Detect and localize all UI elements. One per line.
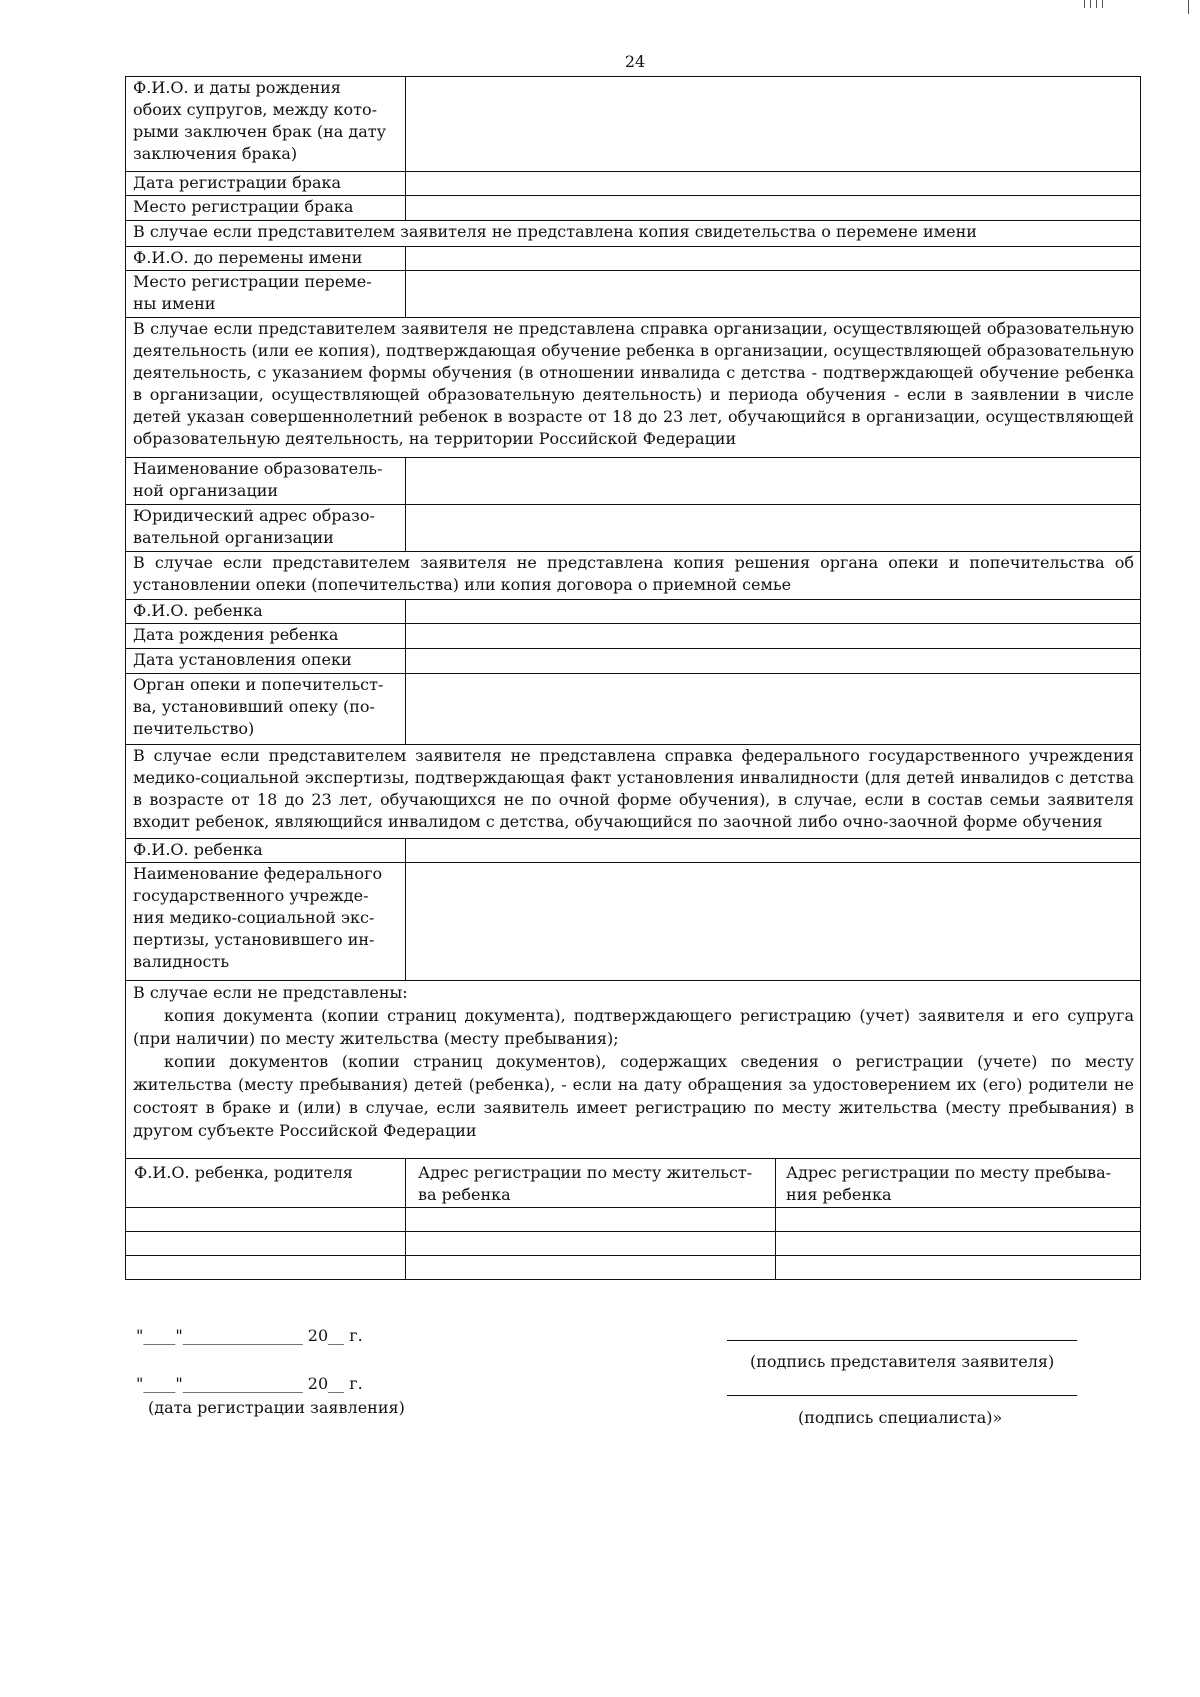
row-dis-child-name bbox=[126, 839, 1140, 863]
row-edu-org-name bbox=[126, 458, 1140, 505]
col-child-parent-name: Ф.И.О. ребенка, родителя bbox=[126, 1159, 406, 1207]
application-form-table bbox=[125, 76, 1141, 1280]
cell-residence[interactable] bbox=[406, 1256, 776, 1279]
row-name-change-place bbox=[126, 271, 1140, 318]
row-marriage-date bbox=[126, 172, 1140, 196]
edu-org-name-label: Наименование образователь- ной организации bbox=[126, 458, 406, 504]
marriage-date-label: Дата регистрации брака bbox=[126, 172, 406, 195]
table-row bbox=[126, 1208, 1140, 1232]
date-registration-caption: (дата регистрации заявления) bbox=[148, 1398, 405, 1417]
row-marriage-place bbox=[126, 196, 1140, 221]
registration-item-1: копия документа (копии страниц документа), подтверждающего регистрацию (учет) заявителя и его супруга (при наличии) по месту жительства (месту пребывания); bbox=[133, 1006, 1134, 1048]
specialist-signature-caption: (подпись специалиста)» bbox=[798, 1408, 1003, 1427]
edu-org-address-field[interactable] bbox=[406, 505, 1140, 551]
guard-body-field[interactable] bbox=[406, 674, 1140, 744]
edu-org-address-label: Юридический адрес образо- вательной организации bbox=[126, 505, 406, 551]
section-registration bbox=[126, 981, 1140, 1279]
col-residence-address: Адрес регистрации по месту жительст- ва ребенка bbox=[406, 1159, 776, 1207]
guard-child-birth-label: Дата рождения ребенка bbox=[126, 624, 406, 648]
guard-body-label: Орган опеки и попечительст- ва, установивший опеку (по- печительство) bbox=[126, 674, 406, 744]
cell-name[interactable] bbox=[126, 1232, 406, 1255]
specialist-signature-line[interactable] bbox=[727, 1395, 1077, 1396]
section-guardianship bbox=[126, 552, 1140, 600]
dis-child-name-label: Ф.И.О. ребенка bbox=[126, 839, 406, 862]
row-guard-date bbox=[126, 649, 1140, 674]
table-row bbox=[126, 1232, 1140, 1256]
row-prev-name bbox=[126, 247, 1140, 271]
name-change-place-field[interactable] bbox=[406, 271, 1140, 317]
cell-stay[interactable] bbox=[776, 1232, 1140, 1255]
marriage-place-label: Место регистрации брака bbox=[126, 196, 406, 220]
marriage-place-field[interactable] bbox=[406, 196, 1140, 220]
scan-mark bbox=[1090, 0, 1091, 8]
dis-child-name-field[interactable] bbox=[406, 839, 1140, 862]
scan-mark bbox=[1096, 0, 1097, 8]
prev-name-field[interactable] bbox=[406, 247, 1140, 270]
cell-name[interactable] bbox=[126, 1208, 406, 1231]
registration-intro: В случае если не представлены: bbox=[133, 983, 408, 1002]
guard-date-field[interactable] bbox=[406, 649, 1140, 673]
dis-institution-label: Наименование федерального государственного учрежде- ния медико-социальной экс- пертизы, установившего ин- валидность bbox=[126, 863, 406, 980]
representative-signature-line[interactable] bbox=[727, 1340, 1077, 1341]
row-guard-child-birth bbox=[126, 624, 1140, 649]
cell-stay[interactable] bbox=[776, 1208, 1140, 1231]
cell-stay[interactable] bbox=[776, 1256, 1140, 1279]
marriage-date-field[interactable] bbox=[406, 172, 1140, 195]
guardianship-header: В случае если представителем заявителя не представлена копия решения органа опеки и попечительства об установлении опеки (попечительства) или копия договора о приемной семье bbox=[133, 553, 1134, 594]
guard-child-name-label: Ф.И.О. ребенка bbox=[126, 600, 406, 623]
row-edu-org-address bbox=[126, 505, 1140, 552]
page-number: 24 bbox=[624, 52, 646, 71]
scan-mark bbox=[1102, 0, 1103, 8]
disability-header: В случае если представителем заявителя не представлена справка федерального государственного учреждения медико-социальной экспертизы, подтверждающая факт установления инвалидности (для детей инвалидов с детства в возрасте от 18 до 23 лет, обучающихся не по очной форме обучения), в случае, если в состав семьи заявителя входит ребенок, являющийся инвалидом с детства, обучающийся по заочной либо очно-заочной форме обучения bbox=[133, 746, 1134, 831]
guard-date-label: Дата установления опеки bbox=[126, 649, 406, 673]
section-disability bbox=[126, 745, 1140, 839]
row-spouses bbox=[126, 77, 1140, 172]
guard-child-birth-field[interactable] bbox=[406, 624, 1140, 648]
name-change-place-label: Место регистрации переме- ны имени bbox=[126, 271, 406, 317]
spouses-field[interactable] bbox=[406, 77, 1140, 171]
representative-signature-caption: (подпись представителя заявителя) bbox=[750, 1352, 1055, 1371]
scan-mark bbox=[1084, 0, 1085, 8]
name-change-header: В случае если представителем заявителя не представлена копия свидетельства о перемене имени bbox=[133, 222, 977, 241]
guard-child-name-field[interactable] bbox=[406, 600, 1140, 623]
table-row bbox=[126, 1256, 1140, 1279]
edu-org-name-field[interactable] bbox=[406, 458, 1140, 504]
col-stay-address: Адрес регистрации по месту пребыва- ния ребенка bbox=[786, 1163, 1112, 1204]
date-line-2[interactable]: "____"_______________ 20__ г. bbox=[136, 1374, 363, 1393]
spouses-label: Ф.И.О. и даты рождения обоих супругов, между кото- рыми заключен брак (на дату заключения брака) bbox=[126, 77, 406, 171]
cell-name[interactable] bbox=[126, 1256, 406, 1279]
row-guard-body bbox=[126, 674, 1140, 745]
section-name-change bbox=[126, 221, 1140, 247]
scan-mark bbox=[1188, 0, 1189, 14]
registration-text bbox=[126, 981, 1140, 1142]
date-line-1[interactable]: "____"_______________ 20__ г. bbox=[136, 1326, 363, 1345]
registration-item-2: копии документов (копии страниц документов), содержащих сведения о регистрации (учете) по месту жительства (месту пребывания) детей (ребенка), - если на дату обращения за удостоверением их (его) родители не состоят в браке и (или) в случае, если заявитель имеет регистрацию по месту жительства (месту пребывания) в другом субъекте Российской Федерации bbox=[133, 1052, 1134, 1140]
row-guard-child-name bbox=[126, 600, 1140, 624]
cell-residence[interactable] bbox=[406, 1208, 776, 1231]
registration-table bbox=[126, 1158, 1140, 1279]
education-header: В случае если представителем заявителя не представлена справка организации, осуществляющей образовательную деятельность (или ее копия), подтверждающая обучение ребенка в организации, осуществляющей образовательную деятельность, с указанием формы обучения (в отношении инвалида с детства - подтверждающей обучение ребенка в организации, осуществляющей образовательную деятельность) и периода обучения - если в заявлении в числе детей указан совершеннолетний ребенок в возрасте от 18 до 23 лет, обучающийся в организации, осуществляющей образовательную деятельность, на территории Российской Федерации bbox=[133, 319, 1134, 448]
prev-name-label: Ф.И.О. до перемены имени bbox=[126, 247, 406, 270]
section-education bbox=[126, 318, 1140, 458]
cell-residence[interactable] bbox=[406, 1232, 776, 1255]
row-dis-institution bbox=[126, 863, 1140, 981]
dis-institution-field[interactable] bbox=[406, 863, 1140, 980]
registration-table-header bbox=[126, 1159, 1140, 1208]
